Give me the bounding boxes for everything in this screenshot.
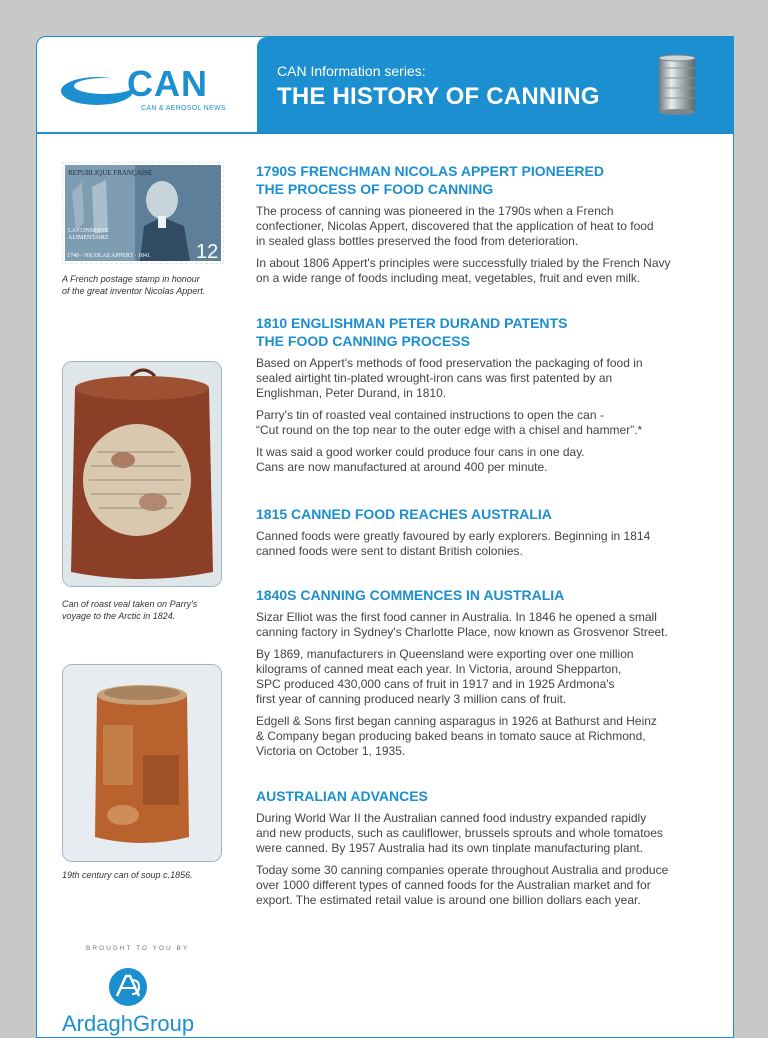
veal-can-image: [63, 362, 221, 586]
section-paragraph: In about 1806 Appert's principles were successfully trialed by the French Navy on a wide range of foods including meat, vegetables, fruit and even milk.: [256, 256, 671, 285]
veal-caption: Can of roast veal taken on Parry's voyage to the Arctic in 1824.: [62, 599, 198, 621]
logo-text: CAN: [127, 63, 208, 104]
logo-subtitle: CAN & AEROSOL NEWS: [141, 105, 226, 112]
veal-can-photo: [62, 361, 222, 587]
section-appert: [256, 162, 706, 286]
stamp-value: 12: [196, 241, 219, 263]
document-page: [36, 36, 734, 1038]
section-heading: 1790S FRENCHMAN NICOLAS APPERT PIONEERED THE PROCESS OF FOOD CANNING: [256, 163, 604, 197]
soup-can-image: [63, 665, 221, 861]
soup-caption: 19th century can of soup c.1856.: [62, 870, 193, 880]
can-logo: [59, 61, 259, 121]
header: [37, 37, 733, 134]
series-label: CAN Information series:: [277, 63, 426, 79]
title-banner: [257, 37, 733, 132]
section-paragraph: By 1869, manufacturers in Queensland were exporting over one million kilograms of canned meat each year. In Victoria, around Shepparton, SPC produced 430,000 cans of fruit in 1917 and in 1925 Ardmona's first year of canning produced nearly 3 million cans of fruit.: [256, 647, 634, 706]
page-title: THE HISTORY OF CANNING: [277, 83, 600, 110]
brought-to-you-label: BROUGHT TO YOU BY: [86, 945, 190, 952]
section-heading: AUSTRALIAN ADVANCES: [256, 788, 428, 804]
stamp-text-top: REPUBLIQUE FRANÇAISE: [68, 169, 153, 177]
section-heading: 1810 ENGLISHMAN PETER DURAND PATENTS THE FOOD CANNING PROCESS: [256, 315, 568, 349]
section-paragraph: During World War II the Australian canned food industry expanded rapidly and new products, such as cauliflower, brussels sprouts and whole tomatoes were canned. By 1957 Australia had its own tinplate manufacturing plant.: [256, 811, 663, 855]
section-heading: 1840S CANNING COMMENCES IN AUSTRALIA: [256, 587, 565, 603]
stamp-text-side: LA CONSERVE: [68, 228, 109, 234]
section-durand: [256, 314, 706, 475]
section-paragraph: Edgell & Sons first began canning asparagus in 1926 at Bathurst and Heinz & Company began producing baked beans in tomato sauce at Richmond, Victoria on October 1, 1935.: [256, 714, 657, 758]
section-paragraph: Sizar Elliot was the first food canner in Australia. In 1846 he opened a small canning factory in Sydney's Charlotte Place, now known as Grosvenor Street.: [256, 610, 668, 639]
section-paragraph: The process of canning was pioneered in the 1790s when a French confectioner, Nicolas Appert, discovered that the application of heat to food in sealed glass bottles preserved the food from deterioration.: [256, 204, 654, 248]
section-paragraph: Canned foods were greatly favoured by early explorers. Beginning in 1814 canned foods were sent to distant British colonies.: [256, 529, 651, 558]
company-name: ArdaghGroup: [62, 1011, 195, 1036]
section-australia-1815: [256, 505, 706, 559]
stamp-text-side-2: ALIMENTAIRE: [68, 235, 109, 241]
tin-can-icon: [657, 54, 697, 116]
section-paragraph: Today some 30 canning companies operate throughout Australia and produce over 1000 different types of canned foods for the Australian market and for export. The estimated retail value is around one billion dollars each year.: [256, 863, 669, 907]
postage-stamp-image: [62, 162, 224, 264]
section-paragraph: Parry's tin of roasted veal contained instructions to open the can - “Cut round on the top near to the outer edge with a chisel and hammer”.*: [256, 408, 643, 437]
section-advances: [256, 787, 706, 908]
ardagh-logo-icon: [108, 967, 148, 1007]
section-paragraph: Based on Appert's methods of food preservation the packaging of food in sealed airtight tin-plated wrought-iron cans was first patented by an Englishman, Peter Durand, in 1810.: [256, 356, 643, 400]
stamp-caption: A French postage stamp in honour of the great inventor Nicolas Appert.: [62, 274, 206, 296]
section-australia-1840s: [256, 586, 706, 759]
section-paragraph: It was said a good worker could produce four cans in one day. Cans are now manufactured at around 400 per minute.: [256, 445, 585, 474]
section-heading: 1815 CANNED FOOD REACHES AUSTRALIA: [256, 506, 552, 522]
stamp-text-bottom: 1749 · NICOLAS APPERT · 1841: [67, 253, 151, 259]
soup-can-photo: [62, 664, 222, 862]
